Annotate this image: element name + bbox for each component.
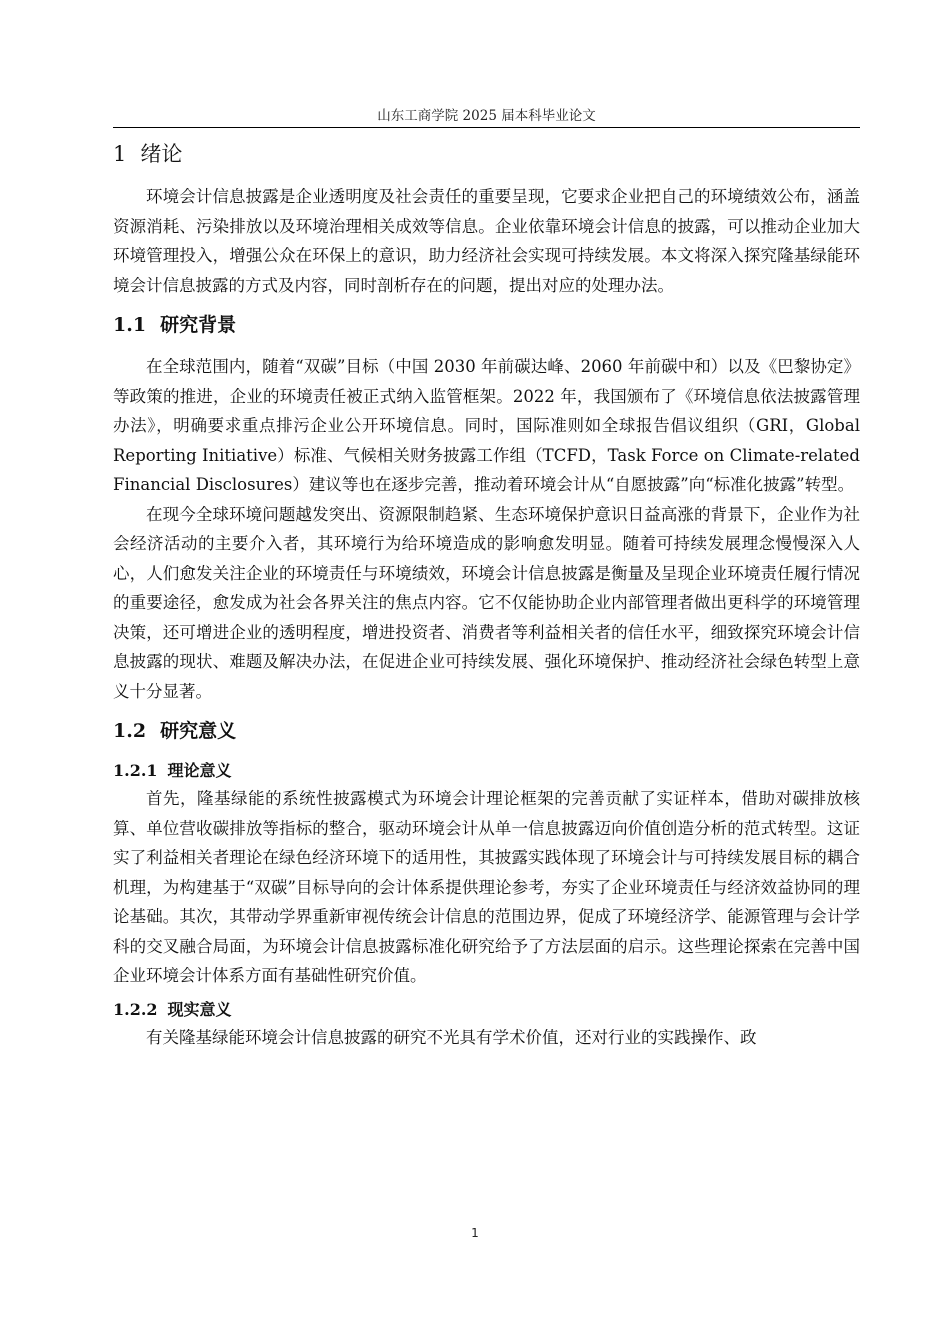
theory-paragraph: 首先，隆基绿能的系统性披露模式为环境会计理论框架的完善贡献了实证样本，借助对碳排放核算、单位营收碳排放等指标的整合，驱动环境会计从单一信息披露迈向价值创造分析的范式转型。这证实了利益相关者理论在绿色经济环境下的适用性，其披露实践体现了环境会计与可持续发展目标的耦合机理，为构建基于“双碳”目标导向的会计体系提供理论参考，夯实了企业环境责任与经济效益协同的理论基础。其次，其带动学界重新审视传统会计信息的范围边界，促成了环境经济学、能源管理与会计学科的交叉融合局面，为环境会计信息披露标准化研究给予了方法层面的启示。这些理论探索在完善中国企业环境会计体系方面有基础性研究价值。 bbox=[113, 789, 860, 985]
header-rule bbox=[113, 127, 860, 128]
section-title: 研究背景 bbox=[160, 314, 237, 336]
subsection-number: 1.2.1 bbox=[113, 761, 158, 780]
page-number: 1 bbox=[471, 1226, 479, 1240]
practice-paragraph: 有关隆基绿能环境会计信息披露的研究不光具有学术价值，还对行业的实践操作、政 bbox=[146, 1027, 757, 1047]
chapter-heading bbox=[113, 138, 860, 170]
section-heading-1-1 bbox=[113, 310, 860, 340]
subsection-heading-1-2-1 bbox=[113, 758, 860, 784]
subsection-title: 现实意义 bbox=[167, 999, 232, 1019]
running-header: 山东工商学院 2025 届本科毕业论文 bbox=[377, 108, 596, 124]
subsection-heading-1-2-2 bbox=[113, 997, 860, 1023]
section-title: 研究意义 bbox=[160, 720, 237, 742]
chapter-number: 1 bbox=[113, 142, 127, 166]
background-paragraph-2: 在现今全球环境问题越发突出、资源限制趋紧、生态环境保护意识日益高涨的背景下，企业作为社会经济活动的主要介入者，其环境行为给环境造成的影响愈发明显。随着可持续发展理念慢慢深入人心，人们愈发关注企业的环境责任与环境绩效，环境会计信息披露是衡量及呈现企业环境责任履行情况的重要途径，愈发成为社会各界关注的焦点内容。它不仅能协助企业内部管理者做出更科学的环境管理决策，还可增进企业的透明程度，增进投资者、消费者等利益相关者的信任水平，细致探究环境会计信息披露的现状、难题及解决办法，在促进企业可持续发展、强化环境保护、推动经济社会绿色转型上意义十分显著。 bbox=[113, 504, 860, 701]
section-number: 1.1 bbox=[113, 314, 147, 336]
section-heading-1-2 bbox=[113, 716, 860, 746]
intro-paragraph: 环境会计信息披露是企业透明度及社会责任的重要呈现，它要求企业把自己的环境绩效公布，涵盖资源消耗、污染排放以及环境治理相关成效等信息。企业依靠环境会计信息的披露，可以推动企业加大环境管理投入，增强公众在环保上的意识，助力经济社会实现可持续发展。本文将深入探究隆基绿能环境会计信息披露的方式及内容，同时剖析存在的问题，提出对应的处理办法。 bbox=[113, 187, 860, 295]
subsection-number: 1.2.2 bbox=[113, 999, 158, 1019]
section-number: 1.2 bbox=[113, 720, 147, 742]
page-content bbox=[113, 138, 860, 1052]
background-paragraph-1: 在全球范围内，随着“双碳”目标（中国 2030 年前碳达峰、2060 年前碳中和）以及《巴黎协定》等政策的推进，企业的环境责任被正式纳入监管框架。2022 年，我国颁布了《环境信息依法披露管理办法》，明确要求重点排污企业公开环境信息。同时，国际准则如全球报告倡议组织（GRI，Global Reporting Initiative）标准、气候相关财务披露工作组（TCFD，Task Force on Climate-related Financial Disclosures）建议等也在逐步完善，推动着环境会计从“自愿披露”向“标准化披露”转型。 bbox=[113, 357, 860, 494]
subsection-title: 理论意义 bbox=[167, 761, 232, 780]
chapter-title: 绪论 bbox=[140, 142, 183, 166]
